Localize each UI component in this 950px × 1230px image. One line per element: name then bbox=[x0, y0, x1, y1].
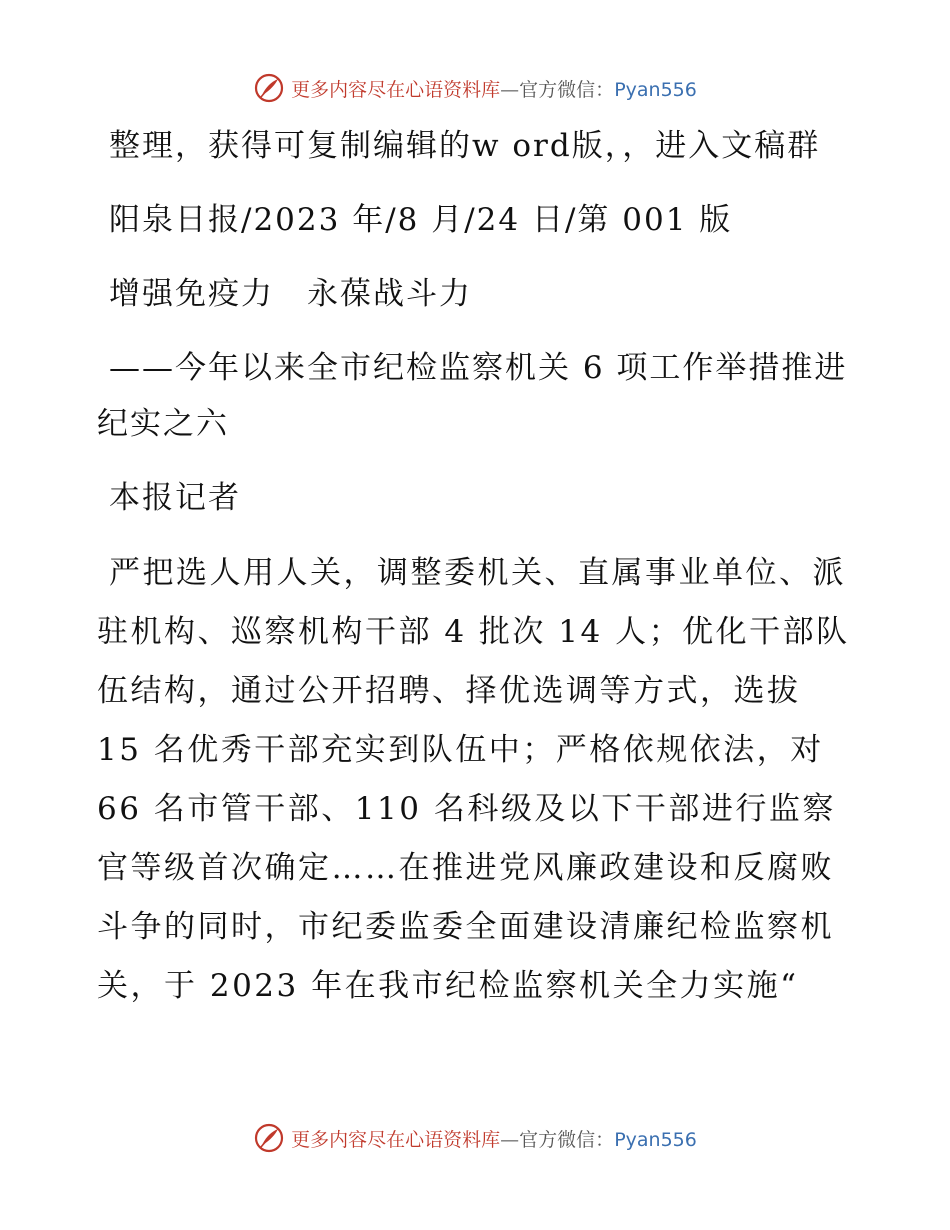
watermark-wechat-label: 官方微信： bbox=[519, 1128, 615, 1151]
watermark-handle: Pyan556 bbox=[614, 78, 697, 101]
watermark-dash: — bbox=[500, 1128, 520, 1151]
footer-watermark bbox=[0, 1122, 950, 1154]
watermark-text bbox=[291, 75, 697, 102]
header-watermark bbox=[0, 72, 950, 104]
article-subtitle: ——今年以来全市纪检监察机关 6 项工作举措推进纪实之六 bbox=[97, 350, 848, 442]
byline: 本报记者 bbox=[109, 480, 241, 516]
feather-quill-icon bbox=[253, 1122, 285, 1154]
watermark-wechat-label: 官方微信： bbox=[519, 78, 615, 101]
body-paragraph: 严把选人用人关，调整委机关、直属事业单位、派驻机构、巡察机构干部 4 批次 14 人；优化干部队伍结构，通过公开招聘、择优选调等方式，选拔 15 名优秀干部充实到队伍中；严格依规依法，对 66 名市管干部、110 名科级及以下干部进行监察官等级首次确定……在推进党风廉政建设和反腐败斗争的同时，市纪委监委全面建设清廉纪检监察机关，于 2023 年在我市纪检监察机关全力实施“ bbox=[97, 555, 850, 1004]
watermark-handle: Pyan556 bbox=[614, 1128, 697, 1151]
feather-quill-icon bbox=[253, 72, 285, 104]
watermark-dash: — bbox=[500, 78, 520, 101]
document-body bbox=[97, 118, 857, 1034]
watermark-brand: 更多内容尽在心语资料库 bbox=[291, 78, 501, 101]
article-title: 增强免疫力 永葆战斗力 bbox=[109, 276, 472, 312]
source-line: 阳泉日报/2023 年/8 月/24 日/第 001 版 bbox=[109, 202, 733, 238]
intro-note: 整理，获得可复制编辑的w ord版，，进入文稿群 bbox=[109, 128, 821, 164]
watermark-text bbox=[291, 1125, 697, 1152]
watermark-brand: 更多内容尽在心语资料库 bbox=[291, 1128, 501, 1151]
